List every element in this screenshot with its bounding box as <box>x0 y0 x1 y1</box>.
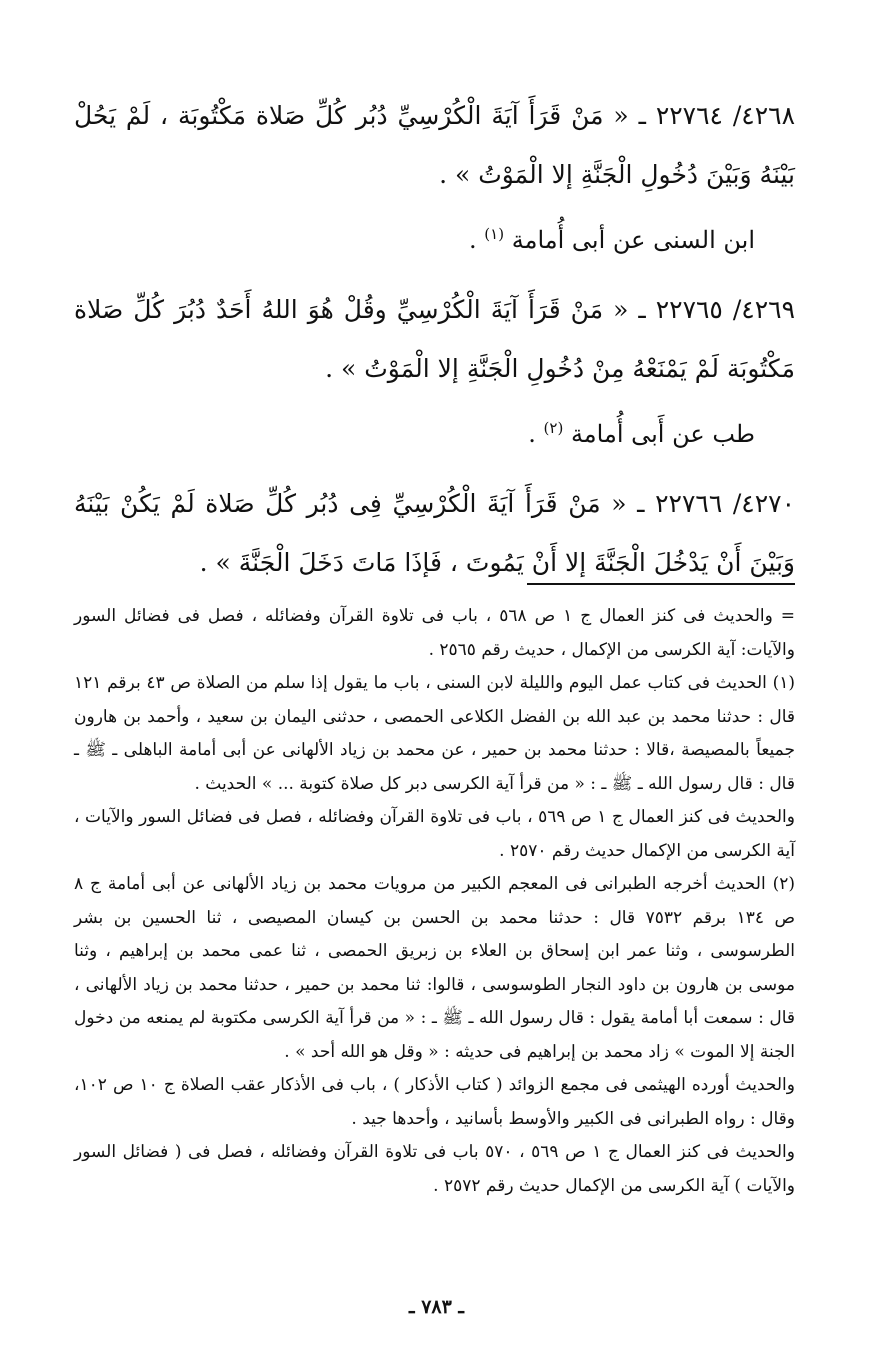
hadith-source: ابن السنى عن أبى أُمامة $^{(١)}$ . <box>469 225 755 254</box>
footnote-paragraph: والحديث فى كنز العمال ج ١ ص ٥٦٩ ، باب فى تلاوة القرآن وفضائله ، فصل فى فضائل السور والآيات ، آية الكرسى من الإكمال حديث رقم ٢٥٧٠ . <box>74 807 795 861</box>
hadith-source: طب عن أَبى أُمامة $^{(٢)}$ . <box>528 419 755 448</box>
hadith-source-text: ابن السنى عن أبى أُمامة <box>511 226 755 254</box>
hadith-number: ٤٢٦٨/ ٢٢٧٦٤ <box>655 101 795 130</box>
footnote <box>74 600 795 667</box>
hadith-number: ٤٢٦٩/ ٢٢٧٦٥ <box>655 295 795 324</box>
hadith-text: ـ « مَنْ قَرَأَ آيَةَ الْكُرْسِيِّ فِى دُبُر كُلِّ صَلاة لَمْ يَكُنْ بَيْنَهُ وَبَيْنَ أَنْ يَدْخُلَ الْجَنَّةَ إلا أَنْ يَمُوتَ ، فَإذَا مَاتَ دَخَلَ الْجَنَّةَ » . <box>74 489 795 577</box>
footnote-paragraph: والحديث فى كنز العمال ج ١ ص ٥٦٩ ، ٥٧٠ باب فى تلاوة القرآن وفضائله ، فصل فى ( فضائل السور والآيات ) آية الكرسى من الإكمال حديث رقم ٢٥٧٢ . <box>74 1142 795 1196</box>
hadith-entry <box>74 474 795 592</box>
footnote-paragraph: = والحديث فى كنز العمال ج ١ ص ٥٦٨ ، باب فى تلاوة القرآن وفضائله ، فصل فى فضائل السور والآيات: آية الكرسى من الإكمال ، حديث رقم ٢٥٦٥ . <box>74 606 795 660</box>
hadith-entry <box>74 280 795 398</box>
hadith-text: ـ « مَنْ قَرَأَ آيَةَ الْكُرْسِيِّ دُبُر كُلِّ صَلاة مَكْتُوبَة ، لَمْ يَحُلْ بَيْنَهُ وَبَيْنَ دُخُولِ الْجَنَّةِ إلا الْمَوْتُ » . <box>74 101 795 189</box>
footnote-paragraph: (٢) الحديث أخرجه الطبرانى فى المعجم الكبير من مرويات محمد بن زياد الألهانى عن أبى أمامة ج ٨ ص ١٣٤ برقم ٧٥٣٢ قال : حدثنا محمد بن الحسن بن كيسان المصيصى ، ثنا الحسين بن بشر الطرسوسى ، وثنا عمر ابن إسحاق بن العلاء بن زبريق الحمصى ، ثنا عمى محمد بن إبراهيم ، وثنا موسى بن هارون بن داود النجار الطوسوسى ، قالوا: ثنا محمد بن حمير ، حدثنا محمد بن زياد الألهانى ، قال : سمعت أبا أمامة يقول : قال رسول الله ـ ﷺ ـ : « من قرأ آية الكرسى مكتوبة لم يمنعه من دخول الجنة إلا الموت » زاد محمد بن إبراهيم فى حديثه : « وقل هو الله أحد » . <box>74 874 795 1062</box>
footnote-divider <box>527 583 795 585</box>
footnotes-section <box>74 600 795 1203</box>
hadith-number: ٤٢٧٠/ ٢٢٧٦٦ <box>655 489 795 518</box>
footnote-paragraph: (١) الحديث فى كتاب عمل اليوم والليلة لابن السنى ، باب ما يقول إذا سلم من الصلاة ص ٤٣ برقم ١٢١ قال : حدثنا محمد بن عبد الله بن الفضل الكلاعى الحمصى ، حدثنى اليمان بن سعيد ، وأحمد بن هارون جميعاً بالمصيصة ،قالا : حدثنا محمد بن حمير ، عن محمد بن زياد الألهانى عن أبى أمامة الباهلى ـ ﷺ ـ قال : قال رسول الله ـ ﷺ ـ : « من قرأ آية الكرسى دبر كل صلاة كتوبة ... » الحديث . <box>74 673 796 794</box>
hadith-source-text: طب عن أَبى أُمامة <box>570 420 755 448</box>
footnote <box>74 868 795 1203</box>
page-number: ـ ٧٨٣ ـ <box>409 1296 464 1318</box>
footnote-ref: (٢) <box>543 419 564 437</box>
page-content <box>74 86 795 1364</box>
footnote <box>74 667 795 868</box>
footnote-ref: (١) <box>484 225 505 243</box>
hadith-text: ـ « مَنْ قَرَأَ آيَةَ الْكُرْسِيِّ وقُلْ هُوَ اللهُ أَحَدٌ دُبُرَ كُلِّ صَلاة مَكْتُوبَة لَمْ يَمْنَعْهُ مِنْ دُخُولِ الْجَنَّةِ إلا الْمَوْتُ » . <box>74 295 795 383</box>
hadith-entry <box>74 86 795 204</box>
footnote-paragraph: والحديث أورده الهيثمى فى مجمع الزوائد ( كتاب الأذكار ) ، باب فى الأذكار عقب الصلاة ج ١٠ ص ١٠٢، وقال : رواه الطبرانى فى الكبير والأوسط بأسانيد ، وأحدها جيد . <box>74 1075 795 1129</box>
